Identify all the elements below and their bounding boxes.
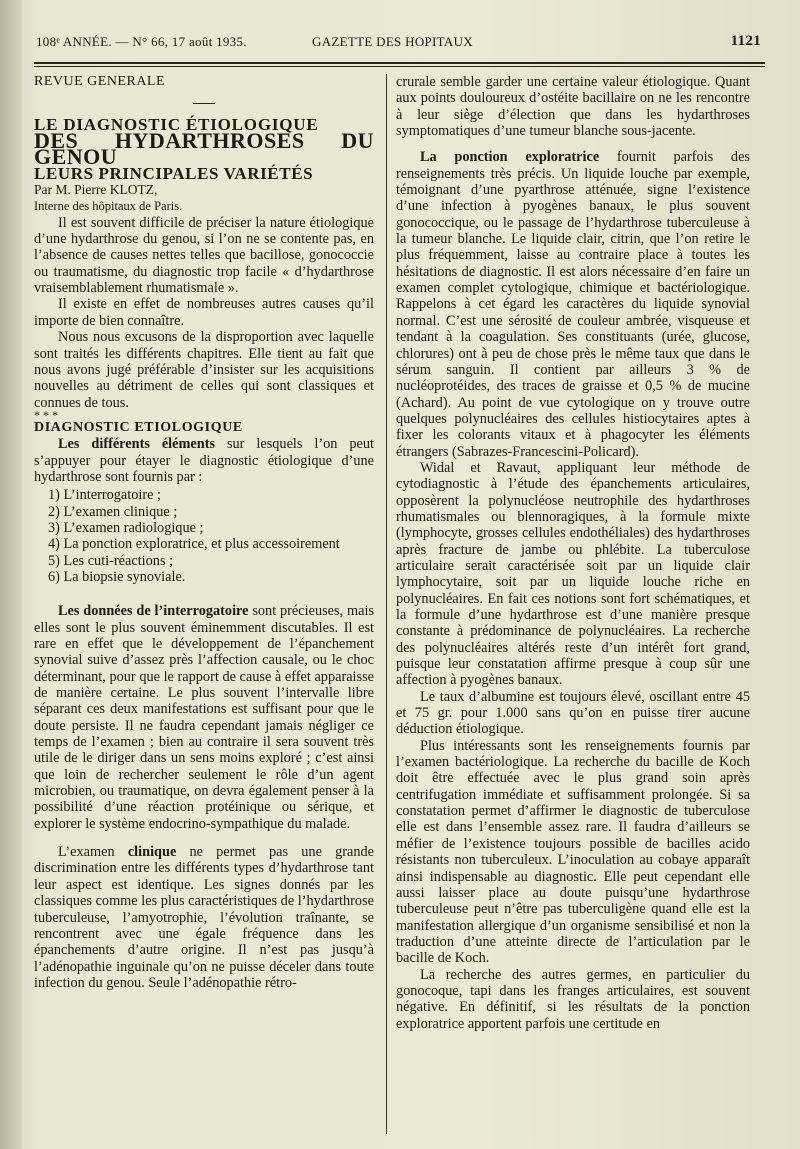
list-item: 5) Les cuti-réactions ;: [48, 552, 174, 569]
intro-paragraph: Il est souvent difficile de préciser la nature étiologique d’une hydarthrose du genou, si l’on ne se contente pas, en l’absence de causes nettes telles que bacillose, gonococcie ou traumatisme, du diagnostic trop facile « d’hydarthrose vraisemblablement rhumatismale ».: [34, 214, 374, 297]
header-rule-thin: [34, 66, 765, 67]
interrogatoire-paragraph: [34, 603, 374, 832]
clinique-paragraph: [34, 844, 374, 991]
section-heading: REVUE GENERALE: [34, 74, 166, 89]
header-rule-thick: [34, 62, 765, 64]
interrogatoire-text: sont précieuses, mais elles sont le plus souvent éminemment discutables. Il est rare en effet que le développement de l’épanchement synovial suive d’assez près l’affection causale, ou le choc déterminant, pour que le rapport de cause à effet apparaisse de manière certaine. Le plus souvent l’intervalle libre séparant ces deux manifestations est suffisant pour que le doute persiste. Il ne faudra cependant jamais négliger ce temps de l’examen ; bien au contraire il sera souvent très utile de le diriger dans un sens moins exploré ; c’est ainsi que loin de rechercher seulement le rôle d’un agent microbien, ou traumatique, on devra également penser à la possibilité d’une réaction protéinique ou sérique, et explorer le système endocrino-sympathique du malade.: [34, 603, 374, 832]
ponction-text: fournit parfois des renseignements très précis. Un liquide louche par exemple, témoignant d’une pyarthrose atténuée, signe l’existence d’une infection à pyogènes banaux, le plus souvent gonococcique, ou le passage de l’hydarthrose tuberculeuse à la tumeur blanche. Le liquide clair, citrin, que l’on retire le plus fréquemment, laisse au contraire place à toutes les hésitations de diagnostic. Il est alors nécessaire d’en faire un examen complet cytologique, chimique et bactériologique. Rappelons à cet égard les caractères du liquide synovial normal. C’est une sérosité de couleur ambrée, visqueuse et tendant à la coagulation. Ses constituants (urée, glucose, chlorures) ont à peu de chose près le même taux que dans le sérum sanguin. Il contient par ailleurs 3 % de nucléoprotéides, des traces de graisse et 0,5 % de mucine (Achard). Au point de vue cytologique on y trouve outre quelques polynucléaires des cellules histiocytaires aptes à fixer les colorants vitaux et à phagocyter les éléments étrangers (Sabrazes-Francescini-Policard).: [396, 149, 750, 460]
elements-text: sur lesquels l’on peut s’appuyer pour étayer le diagnostic étiologique d’une hydarthrose sont fournis par :: [34, 436, 374, 485]
elements-bold-lead: Les différents éléments: [58, 436, 216, 453]
continued-paragraph: crurale semble garder une certaine valeur étiologique. Quant aux points douloureux d’ostéite bacillaire on ne les rencontre à leur siège d’élection que dans les hydarthroses symptomatiques d’une tumeur blanche sous-jacente.: [396, 74, 750, 140]
ponction-paragraph: [396, 149, 750, 460]
clinique-text: ne permet pas une grande discrimination entre les différents types d’hydarthrose tant leur aspect est identique. Les signes donnés par les classiques comme les plus caractéristiques de l’hydarthrose tuberculeuse, l’amyotrophie, l’évolution traînante, se rencontrent avec une égale fréquence dans les épanchements d’autre origine. Il n’est pas jusqu’à l’adénopathie inguinale qu’on ne puisse déceler dans toute infection du genou. Seule l’adénopathie rétro-: [34, 844, 374, 991]
interrogatoire-bold-lead: Les données de l’interrogatoire: [58, 603, 249, 620]
list-item: 4) La ponction exploratrice, et plus accessoirement: [48, 536, 340, 553]
list-item: 6) La biopsie synoviale.: [48, 568, 186, 585]
germes-paragraph: La recherche des autres germes, en particulier du gonocoque, tapi dans les franges articulaires, est souvent négative. En définitif, si les résultats de la ponction exploratrice apportent parfois une certitude en: [396, 966, 750, 1032]
ponction-bold-lead: La ponction exploratrice: [420, 149, 600, 166]
intro-paragraph: Il existe en effet de nombreuses autres causes qu’il importe de bien connaître.: [34, 296, 374, 329]
article-title-line3: LEURS PRINCIPALES VARIÉTÉS: [34, 163, 314, 183]
list-item: 2) L’examen clinique ;: [48, 503, 178, 520]
article-title-line2: DES HYDARTHROSES DU GENOU: [34, 128, 374, 170]
article-author: Par M. Pierre KLOTZ,: [34, 182, 158, 198]
subheading-diagnostic: DIAGNOSTIC ETIOLOGIQUE: [34, 419, 243, 435]
header-journal-title: GAZETTE DES HOPITAUX: [312, 34, 473, 49]
intro-paragraph: Nous nous excusons de la disproportion avec laquelle sont traités les différents chapitres. Elle tient au fait que nous avons jugé préférable d’insister sur les acquisitions nouvelles au détriment de celles qui sont classiques et connues de tous.: [34, 329, 374, 411]
column-separator: [386, 74, 387, 1134]
list-item: 3) L’examen radiologique ;: [48, 519, 204, 536]
clinique-lead: L’examen: [58, 844, 128, 861]
header-issue-info: 108ᵉ ANNÉE. — N° 66, 17 août 1935.: [36, 34, 247, 49]
clinique-bold: clinique: [127, 844, 177, 861]
header-page-number: 1121: [730, 33, 761, 49]
diagnostic-elements-list: [34, 487, 374, 585]
bacteriologie-paragraph: Plus intéressants sont les renseignements fournis par l’examen bactériologique. La recherche du bacille de Koch doit être effectuée avec le plus grand soin après centrifugation immédiate et suffisamment prolongée. Si sa constatation permet d’affirmer le diagnostic de tuberculose elle est dans l’ensemble assez rare. Il faudra d’ailleurs se méfier de l’existence toujours possible de bacilles acido résistants non tuberculeux. L’inoculation au cobaye apparaît ainsi indispensable au diagnostic. Elle peut cependant elle aussi laisser place au doute puisqu’une hydarthrose tuberculeuse peut n’être pas tuberculigène quand elle est la manifestation allergique d’un organisme sensibilisé et non la traduction d’une atteinte directe de l’articulation par le bacille de Koch.: [396, 737, 750, 967]
page-spine-shadow: [0, 0, 22, 1149]
left-column: [34, 74, 374, 991]
article-title-line1: LE DIAGNOSTIC ÉTIOLOGIQUE: [34, 114, 319, 134]
section-divider: [34, 92, 374, 108]
right-column: [396, 74, 750, 1032]
running-header: [30, 34, 765, 54]
elements-paragraph: [34, 436, 374, 485]
albumine-paragraph: Le taux d’albumine est toujours élevé, oscillant entre 45 et 75 gr. pour 1.000 sans qu’on en puisse tirer aucune déduction étiologique.: [396, 688, 750, 738]
list-item: 1) L’interrogatoire ;: [48, 487, 162, 504]
widal-paragraph: Widal et Ravaut, appliquant leur méthode de cytodiagnostic à l’étude des épanchements articulaires, opposèrent la polynucléose neutrophile des hydarthroses rhumatismales ou blennoragiques, à la formule mixte (lymphocyte, grosses cellules endothéliales) des hydarthroses après fracture de jambe ou phlébite. La tuberculose articulaire serait caractérisée soit par un liquide clair lymphocytaire, soit par un liquide louche riche en polynucléaires. En fait ces notions sont fort schématiques, et la formule d’une hydarthrose est d’une manière presque constante à prédominance de polynucléaires. La recherche des polynucléaires altérés reste d’un intérêt fort grand, puisque leur constatation affirme presque à coup sûr une affection à pyogènes banaux.: [396, 459, 750, 689]
author-affiliation: Interne des hôpitaux de Paris.: [34, 199, 183, 214]
section-stars-ornament: * * *: [34, 407, 58, 422]
